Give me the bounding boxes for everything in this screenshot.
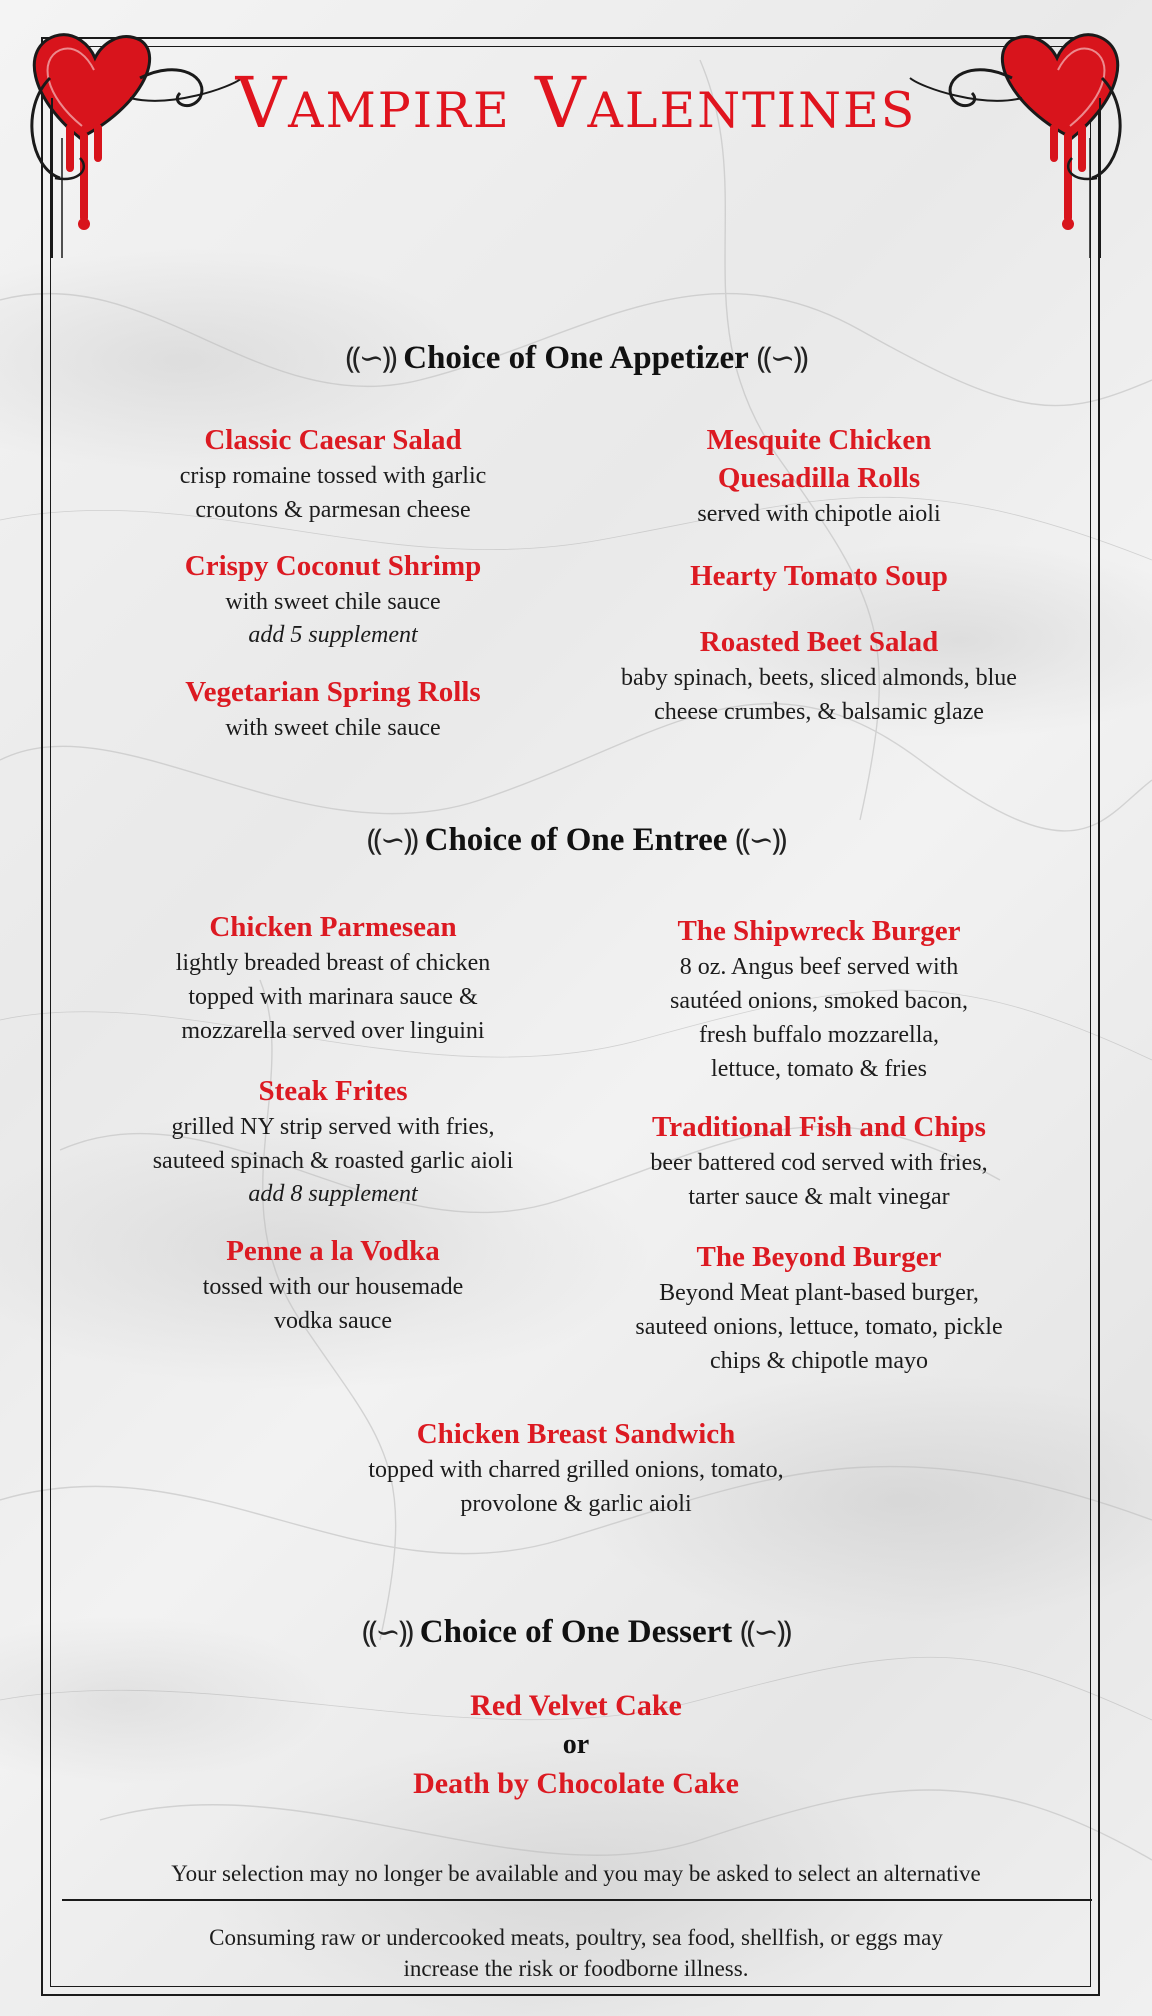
- scroll-flourish-icon: ⸨∽⸩: [735, 824, 785, 857]
- item-name: Quesadilla Rolls: [717, 462, 921, 494]
- item-name: The Shipwreck Burger: [677, 915, 961, 947]
- item-desc: served with chipotle aioli: [697, 501, 941, 527]
- item-desc: croutons & parmesan cheese: [195, 497, 471, 523]
- item-name: Steak Frites: [258, 1075, 408, 1107]
- health-note-line: increase the risk or foodborne illness.: [403, 1956, 749, 1981]
- item-name: The Beyond Burger: [696, 1241, 942, 1273]
- scroll-flourish-icon: ⸨∽⸩: [740, 1616, 790, 1649]
- item-name: Roasted Beet Salad: [699, 626, 939, 658]
- menu-item: [570, 912, 1068, 1086]
- item-desc: sauteed spinach & roasted garlic aioli: [152, 1148, 514, 1174]
- item-name: Penne a la Vodka: [226, 1235, 440, 1267]
- item-desc: tossed with our housemade: [202, 1274, 464, 1300]
- item-desc: 8 oz. Angus beef served with: [679, 954, 959, 980]
- appetizer-heading: Choice of One Appetizer: [403, 340, 749, 376]
- dessert-or: or: [562, 1729, 590, 1760]
- entree-heading-row: [0, 818, 1152, 859]
- health-note-line: Consuming raw or undercooked meats, poultry, sea food, shellfish, or eggs may: [209, 1925, 943, 1950]
- entree-center-item: [200, 1415, 952, 1521]
- item-desc: Beyond Meat plant-based burger,: [659, 1280, 979, 1306]
- item-name: Chicken Parmesean: [209, 911, 457, 943]
- scroll-flourish-icon: ⸨∽⸩: [756, 342, 807, 375]
- item-desc: with sweet chile sauce: [225, 589, 441, 615]
- item-desc: fresh buffalo mozzarella,: [698, 1022, 940, 1048]
- dessert-item: Red Velvet Cake: [470, 1689, 682, 1722]
- item-desc: lettuce, tomato & fries: [711, 1056, 927, 1082]
- menu-item: [90, 547, 576, 651]
- item-name: Crispy Coconut Shrimp: [184, 550, 482, 582]
- availability-note: Your selection may no longer be available and you may be asked to select an alternative: [171, 1861, 981, 1886]
- menu-item: [90, 673, 576, 745]
- dessert-item: Death by Chocolate Cake: [413, 1767, 739, 1800]
- item-desc: chips & chipotle mayo: [710, 1348, 928, 1374]
- item-desc: cheese crumbes, & balsamic glaze: [654, 699, 984, 725]
- menu-item: [570, 623, 1068, 729]
- item-supplement: add 5 supplement: [248, 622, 418, 648]
- item-desc: sautéed onions, smoked bacon,: [670, 988, 968, 1014]
- appetizer-right-column: [570, 421, 1068, 729]
- entree-heading: Choice of One Entree: [424, 822, 728, 858]
- entree-left-column: [90, 908, 576, 1338]
- health-advisory: [0, 1922, 1152, 1984]
- item-name: Chicken Breast Sandwich: [416, 1418, 736, 1450]
- appetizer-left-column: [90, 421, 576, 745]
- menu-item: [90, 908, 576, 1048]
- menu-title: Vampire Valentines: [235, 62, 917, 144]
- appetizer-heading-row: [0, 336, 1152, 377]
- item-desc: provolone & garlic aioli: [460, 1491, 692, 1517]
- menu-item: [90, 1232, 576, 1338]
- item-name: Classic Caesar Salad: [204, 424, 462, 456]
- item-supplement: add 8 supplement: [248, 1181, 418, 1207]
- menu-item: [570, 1108, 1068, 1214]
- menu-item: [570, 1238, 1068, 1378]
- dessert-heading-row: [0, 1610, 1152, 1651]
- item-name: Mesquite Chicken: [706, 424, 932, 456]
- scroll-flourish-icon: ⸨∽⸩: [366, 824, 417, 857]
- menu-item: [90, 421, 576, 527]
- item-name: Hearty Tomato Soup: [690, 560, 948, 592]
- item-desc: with sweet chile sauce: [225, 715, 441, 741]
- entree-right-column: [570, 912, 1068, 1378]
- item-desc: tarter sauce & malt vinegar: [688, 1184, 950, 1210]
- item-desc: lightly breaded breast of chicken: [175, 950, 491, 976]
- item-desc: vodka sauce: [274, 1308, 392, 1334]
- item-desc: sauteed onions, lettuce, tomato, pickle: [635, 1314, 1003, 1340]
- item-desc: mozzarella served over linguini: [181, 1018, 485, 1044]
- item-desc: beer battered cod served with fries,: [650, 1150, 988, 1176]
- item-name: Traditional Fish and Chips: [652, 1111, 986, 1143]
- dessert-heading: Choice of One Dessert: [419, 1614, 733, 1650]
- item-desc: grilled NY strip served with fries,: [171, 1114, 495, 1140]
- item-name: Vegetarian Spring Rolls: [185, 676, 481, 708]
- scroll-flourish-icon: ⸨∽⸩: [362, 1616, 412, 1649]
- menu-item: [570, 557, 1068, 595]
- scroll-flourish-icon: ⸨∽⸩: [345, 342, 396, 375]
- item-desc: topped with marinara sauce &: [188, 984, 478, 1010]
- dessert-list: [0, 1686, 1152, 1803]
- item-desc: topped with charred grilled onions, tomato,: [368, 1457, 784, 1483]
- divider: [62, 1899, 1092, 1901]
- menu-item: [90, 1072, 576, 1210]
- item-desc: baby spinach, beets, sliced almonds, blue: [621, 665, 1017, 691]
- item-desc: crisp romaine tossed with garlic: [179, 463, 487, 489]
- menu-item: [570, 421, 1068, 531]
